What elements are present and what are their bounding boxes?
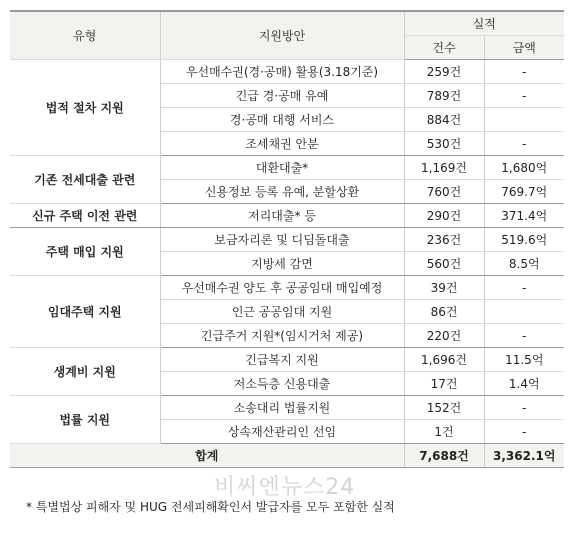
amount-cell: 1.4억 bbox=[484, 372, 564, 396]
count-cell: 220건 bbox=[404, 324, 484, 348]
method-cell: 인근 공공임대 지원 bbox=[160, 300, 404, 324]
category-cell: 기존 전세대출 관련 bbox=[10, 156, 160, 204]
amount-cell bbox=[484, 300, 564, 324]
total-count: 7,688건 bbox=[404, 444, 484, 468]
amount-cell: 769.7억 bbox=[484, 180, 564, 204]
count-cell: 884건 bbox=[404, 108, 484, 132]
method-cell: 저소득층 신용대출 bbox=[160, 372, 404, 396]
table-row bbox=[10, 276, 564, 300]
category-cell: 생계비 지원 bbox=[10, 348, 160, 396]
header-performance: 실적 bbox=[404, 11, 564, 36]
count-cell: 530건 bbox=[404, 132, 484, 156]
method-cell: 조세채권 안분 bbox=[160, 132, 404, 156]
count-cell: 1,696건 bbox=[404, 348, 484, 372]
header-count: 건수 bbox=[404, 36, 484, 60]
count-cell: 1건 bbox=[404, 420, 484, 444]
amount-cell: - bbox=[484, 84, 564, 108]
count-cell: 1,169건 bbox=[404, 156, 484, 180]
total-label: 합계 bbox=[10, 444, 404, 468]
footnote: * 특별법상 피해자 및 HUG 전세피해확인서 발급자를 모두 포함한 실적 bbox=[26, 500, 395, 514]
method-cell: 상속재산관리인 선임 bbox=[160, 420, 404, 444]
table-row bbox=[10, 156, 564, 180]
count-cell: 789건 bbox=[404, 84, 484, 108]
method-cell: 지방세 감면 bbox=[160, 252, 404, 276]
amount-cell: - bbox=[484, 396, 564, 420]
table-row bbox=[10, 204, 564, 228]
amount-cell bbox=[484, 108, 564, 132]
table-row bbox=[10, 396, 564, 420]
method-cell: 대환대출* bbox=[160, 156, 404, 180]
method-cell: 소송대리 법률지원 bbox=[160, 396, 404, 420]
count-cell: 760건 bbox=[404, 180, 484, 204]
header-type: 유형 bbox=[10, 11, 160, 60]
amount-cell: 371.4억 bbox=[484, 204, 564, 228]
amount-cell: 11.5억 bbox=[484, 348, 564, 372]
amount-cell: 1,680억 bbox=[484, 156, 564, 180]
amount-cell: 519.6억 bbox=[484, 228, 564, 252]
method-cell: 우선매수권 양도 후 공공임대 매입예정 bbox=[160, 276, 404, 300]
amount-cell: - bbox=[484, 420, 564, 444]
method-cell: 신용정보 등록 유예, 분할상환 bbox=[160, 180, 404, 204]
table-row bbox=[10, 348, 564, 372]
amount-cell: - bbox=[484, 324, 564, 348]
count-cell: 560건 bbox=[404, 252, 484, 276]
count-cell: 86건 bbox=[404, 300, 484, 324]
method-cell: 긴급 경·공매 유예 bbox=[160, 84, 404, 108]
method-cell: 저리대출* 등 bbox=[160, 204, 404, 228]
method-cell: 경·공매 대행 서비스 bbox=[160, 108, 404, 132]
count-cell: 39건 bbox=[404, 276, 484, 300]
support-results-table bbox=[10, 10, 564, 468]
amount-cell: - bbox=[484, 276, 564, 300]
amount-cell: - bbox=[484, 132, 564, 156]
count-cell: 152건 bbox=[404, 396, 484, 420]
count-cell: 290건 bbox=[404, 204, 484, 228]
count-cell: 236건 bbox=[404, 228, 484, 252]
method-cell: 보금자리론 및 디딤돌대출 bbox=[160, 228, 404, 252]
table-row bbox=[10, 60, 564, 84]
count-cell: 17건 bbox=[404, 372, 484, 396]
watermark: 비씨엔뉴스24 bbox=[214, 475, 356, 500]
method-cell: 긴급복지 지원 bbox=[160, 348, 404, 372]
count-cell: 259건 bbox=[404, 60, 484, 84]
method-cell: 긴급주거 지원*(임시거처 제공) bbox=[160, 324, 404, 348]
category-cell: 임대주택 지원 bbox=[10, 276, 160, 348]
category-cell: 신규 주택 이전 관련 bbox=[10, 204, 160, 228]
total-row bbox=[10, 444, 564, 468]
amount-cell: - bbox=[484, 60, 564, 84]
category-cell: 법률 지원 bbox=[10, 396, 160, 444]
header-amount: 금액 bbox=[484, 36, 564, 60]
method-cell: 우선매수권(경·공매) 활용(3.18기준) bbox=[160, 60, 404, 84]
category-cell: 주택 매입 지원 bbox=[10, 228, 160, 276]
category-cell: 법적 절차 지원 bbox=[10, 60, 160, 156]
table-row bbox=[10, 228, 564, 252]
header-method: 지원방안 bbox=[160, 11, 404, 60]
amount-cell: 8.5억 bbox=[484, 252, 564, 276]
total-amount: 3,362.1억 bbox=[484, 444, 564, 468]
